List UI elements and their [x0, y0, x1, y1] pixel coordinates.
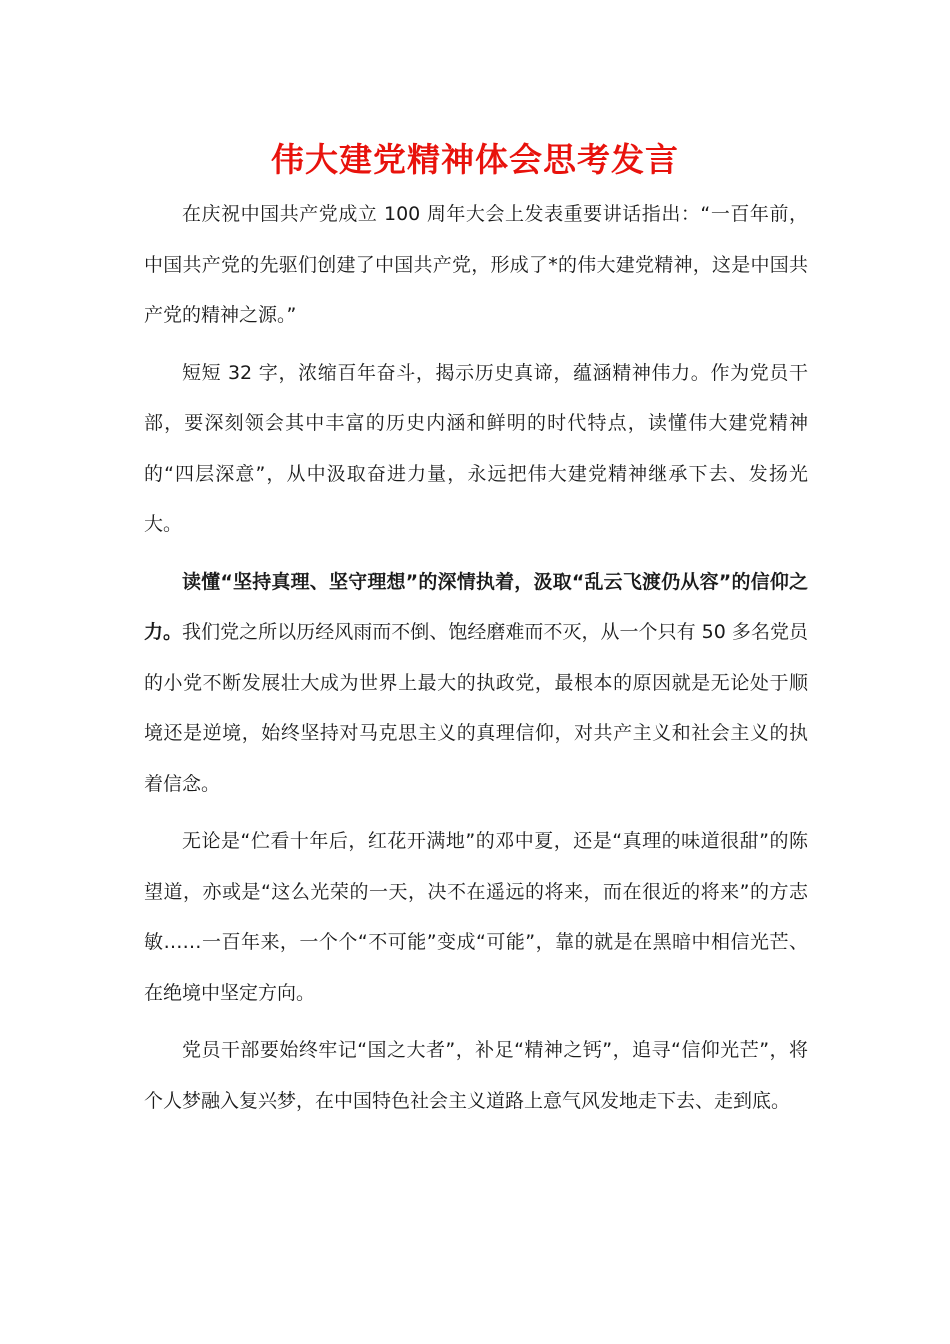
paragraph-2 [144, 348, 808, 550]
paragraph-text: 在庆祝中国共产党成立 100 周年大会上发表重要讲话指出：“一百年前，中国共产党的先驱们创建了中国共产党，形成了*的伟大建党精神，这是中国共产党的精神之源。” [144, 203, 808, 326]
paragraph-5 [144, 1025, 808, 1126]
document-body [144, 189, 808, 1126]
paragraph-text: 无论是“伫看十年后，红花开满地”的邓中夏，还是“真理的味道很甜”的陈望道，亦或是“这么光荣的一天，决不在遥远的将来，而在很近的将来”的方志敏……一百年来，一个个“不可能”变成“可能”，靠的就是在黑暗中相信光芒、在绝境中坚定方向。 [144, 830, 808, 1004]
paragraph-3 [144, 557, 808, 810]
paragraph-1 [144, 189, 808, 341]
paragraph-text: 短短 32 字，浓缩百年奋斗，揭示历史真谛，蕴涵精神伟力。作为党员干部，要深刻领会其中丰富的历史内涵和鲜明的时代特点，读懂伟大建党精神的“四层深意”，从中汲取奋进力量，永远把伟大建党精神继承下去、发扬光大。 [144, 361, 808, 535]
paragraph-text: 我们党之所以历经风雨而不倒、饱经磨难而不灭，从一个只有 50 多名党员的小党不断发展壮大成为世界上最大的执政党，最根本的原因就是无论处于顺境还是逆境，始终坚持对马克思主义的真理信仰，对共产主义和社会主义的执着信念。 [144, 621, 808, 795]
paragraph-4 [144, 816, 808, 1018]
paragraph-text: 党员干部要始终牢记“国之大者”，补足“精神之钙”，追寻“信仰光芒”，将个人梦融入复兴梦，在中国特色社会主义道路上意气风发地走下去、走到底。 [144, 1039, 808, 1112]
paragraph-lead-heading: 读懂“坚持真理、坚守理想”的深情执着，汲取“乱云飞渡仍从容”的信仰之力。 [144, 570, 808, 643]
page-title: 伟大建党精神体会思考发言 [271, 140, 679, 179]
